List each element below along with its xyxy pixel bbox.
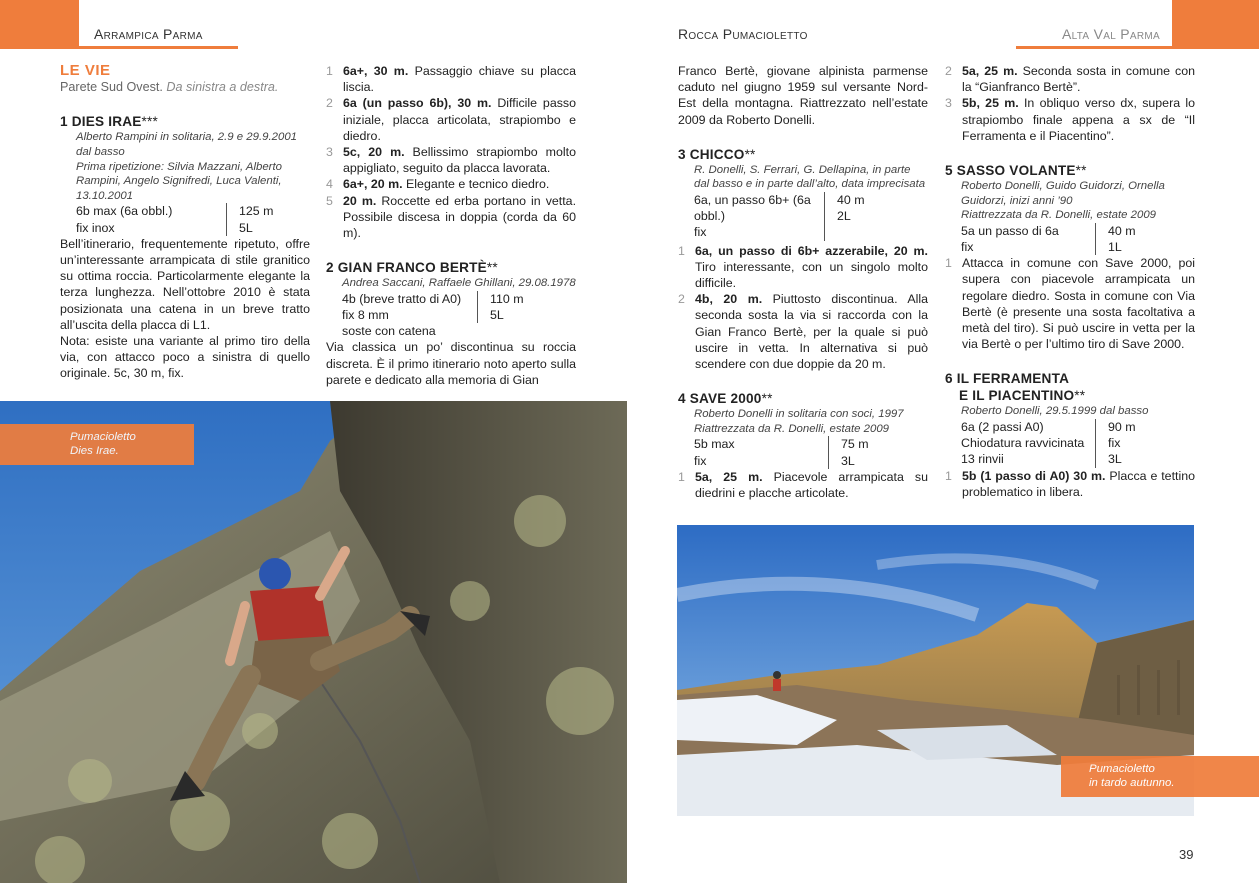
header-rule-right xyxy=(1016,46,1172,49)
grade-cell: fix inox xyxy=(76,220,115,235)
pitch-number: 3 xyxy=(326,145,333,160)
pitch-text xyxy=(695,469,928,501)
route-1-description: Bell’itinerario, frequentemente ripetuto, offre un’interessante arrampicata di stile granitico su ottima roccia. Particolarmente elegante la terza lunghezza. Nell’ottobre 2010 è stata posizionata una catena in un breve tratto all’uscita della placca di L1. xyxy=(60,236,310,332)
pitch-text xyxy=(343,176,576,192)
pitch-item xyxy=(945,255,1195,352)
route-6-title-line2: E IL PIACENTINO xyxy=(959,388,1075,404)
pitch-grade: 4b, 20 m. xyxy=(695,292,763,307)
climber-photo-illustration xyxy=(0,401,627,883)
pitch-desc: Tiro interessante, con un singolo molto difficile. xyxy=(695,259,928,291)
route-2-grade-table xyxy=(326,291,576,340)
right-page xyxy=(630,0,1259,883)
grade-cell: 40 m xyxy=(837,193,865,207)
grade-cell: 6b max (6a obbl.) xyxy=(76,204,173,219)
route-title xyxy=(678,390,928,407)
route-1-first-repeat: Prima ripetizione: Silvia Mazzani, Alberto Rampini, Angelo Signifredi, Luca Valenti, 13.10.2001 xyxy=(76,160,282,202)
grade-cell: 1L xyxy=(1108,240,1122,254)
route-3-stars: ** xyxy=(744,146,756,162)
left-column-1 xyxy=(60,63,310,382)
route-4-pitches xyxy=(678,469,928,501)
route-4-pitches-continued xyxy=(945,63,1195,144)
pitch-text xyxy=(962,63,1195,95)
pitch-item xyxy=(678,243,928,292)
grade-cell: 125 m xyxy=(239,204,274,219)
route-1-grade-table xyxy=(60,203,310,235)
route-title xyxy=(326,259,576,276)
pitch-desc: Placca e tettino problematico in libera. xyxy=(962,468,1195,499)
grade-cell: fix 8 mm xyxy=(342,308,389,323)
grade-cell: fix xyxy=(1108,436,1121,451)
pitch-number: 4 xyxy=(326,177,333,192)
pitch-grade: 6a, un passo di 6b+ azzerabile, 20 m. xyxy=(695,243,928,258)
route-title xyxy=(945,370,1195,404)
grade-cell: 3L xyxy=(841,453,855,468)
grade-cell: fix xyxy=(694,225,707,240)
pitch-desc: Passaggio chiave su placca liscia. xyxy=(343,64,576,95)
pitch-item xyxy=(326,193,576,242)
route-title xyxy=(60,113,310,130)
pitch-grade: 5b, 25 m. xyxy=(962,96,1019,111)
route-2-description: Via classica un po’ discontinua su roccia discreta. È il primo itinerario noto aperto sulla parete e dedicato alla memoria di Gian xyxy=(326,340,576,387)
running-header-left: Arrampica Parma xyxy=(94,26,203,42)
left-column-2 xyxy=(326,63,576,388)
pitch-item xyxy=(945,468,1195,500)
route-title xyxy=(678,146,928,163)
pitch-item xyxy=(326,63,576,95)
pitch-desc: Piacevole arrampicata su diedrini e placche articolate. xyxy=(695,469,928,501)
grade-cell: 3L xyxy=(1108,452,1122,467)
route-2-first-ascent: Andrea Saccani, Raffaele Ghillani, 29.08.1978 xyxy=(342,277,576,290)
grade-cell xyxy=(825,192,928,224)
route-6-first-ascent: Roberto Donelli, 29.5.1999 dal basso xyxy=(961,405,1149,418)
right-column-1 xyxy=(678,63,928,501)
pitch-desc: Elegante e tecnico diedro. xyxy=(402,177,550,192)
pitch-grade: 5b (1 passo di A0) 30 m. xyxy=(962,468,1106,483)
route-3-first-ascent: R. Donelli, S. Ferrari, G. Dellapina, in parte dal basso e in parte dall’alto, data imprecisata xyxy=(694,163,926,191)
right-column-2 xyxy=(945,63,1195,500)
pitch-grade: 6a (un passo 6b), 30 m. xyxy=(343,96,492,111)
pitch-desc: Piuttosto discontinua. Alla seconda sosta la via si raccorda con la Gian Franco Bertè, per la quale si può uscire in vetta. In alternativa si può scendere con due doppie da 20 m. xyxy=(695,292,928,372)
pitch-desc: Seconda sosta in comune con la “Gianfranco Bertè”. xyxy=(962,64,1195,95)
grade-cell: fix xyxy=(694,453,707,468)
pitch-grade: 20 m. xyxy=(343,193,377,208)
pitch-number: 1 xyxy=(326,64,333,78)
pitch-text xyxy=(695,291,928,372)
route-1-pitches xyxy=(326,63,576,241)
pitch-desc: Difficile passo iniziale, placca articolata, strapiombo e diedro. xyxy=(343,96,576,143)
caption-line: Pumacioletto xyxy=(70,431,136,443)
pitch-text xyxy=(343,193,576,242)
route-1-stars: *** xyxy=(141,114,159,130)
caption-line: Pumacioletto xyxy=(1089,763,1155,775)
photo-caption-right xyxy=(1061,756,1259,797)
grade-cell: soste con catena xyxy=(342,324,436,339)
photo-caption-left xyxy=(0,424,194,465)
pitch-desc: Roccette ed erba portano in vetta. Possibile discesa in doppia (corda da 60 m). xyxy=(343,193,577,241)
pitch-desc: Attacca in comune con Save 2000, poi supera con piacevole arrampicata un regolare diedro. Sosta in comune con Via Bertè (è presente una sosta facoltativa a metà del tiro). Si può uscire in vetta per la via Bertè o per l’ultimo tiro di Save 2000. xyxy=(962,256,1195,352)
pitch-text xyxy=(695,243,928,292)
pitch-grade: 5a, 25 m. xyxy=(962,64,1018,78)
pitch-grade: 6a+, 30 m. xyxy=(343,64,409,78)
pitch-item xyxy=(678,469,928,501)
grade-cell: 13 rinvii xyxy=(961,452,1004,467)
route-2-title: 2 GIAN FRANCO BERTÈ xyxy=(326,260,487,276)
pitch-number: 3 xyxy=(945,96,952,111)
route-2-stars: ** xyxy=(486,260,498,276)
route-1-title: 1 DIES IRAE xyxy=(60,114,142,130)
route-title xyxy=(945,162,1195,179)
pitch-number: 2 xyxy=(678,292,685,307)
pitch-text xyxy=(343,63,576,95)
route-6-stars: ** xyxy=(1074,388,1086,404)
route-3-grade-table xyxy=(678,192,928,241)
caption-line: in tardo autunno. xyxy=(1089,776,1175,789)
pitch-number: 5 xyxy=(326,193,333,208)
route-4-stars: ** xyxy=(761,391,773,407)
route-6-title-line1: 6 IL FERRAMENTA xyxy=(945,371,1070,387)
section-sub-italic: Da sinistra a destra. xyxy=(166,80,279,95)
section-subtitle xyxy=(60,79,310,95)
grade-cell: 5L xyxy=(490,308,504,323)
grade-cell: fix xyxy=(961,240,974,254)
grade-cell: 90 m xyxy=(1108,420,1136,435)
page-number: 39 xyxy=(1179,847,1194,862)
caption-line: Dies Irae. xyxy=(70,444,119,457)
pitch-number: 2 xyxy=(945,64,952,78)
running-header-right: Alta Val Parma xyxy=(1062,26,1160,42)
route-5-stars: ** xyxy=(1075,163,1087,179)
pitch-number: 1 xyxy=(945,468,952,483)
grade-cell: 110 m xyxy=(490,291,524,306)
pitch-item xyxy=(326,144,576,176)
pitch-grade: 5a, 25 m. xyxy=(695,469,763,484)
route-5-reequipped: Riattrezzata da R. Donelli, estate 2009 xyxy=(961,209,1157,222)
grade-cell: Chiodatura ravvicinata xyxy=(961,436,1085,451)
pitch-item xyxy=(945,95,1195,144)
route-1-first-ascent: Alberto Rampini in solitaria, 2.9 e 29.9.2001 dal basso xyxy=(76,131,297,158)
route-4-reequipped: Riattrezzata da R. Donelli, estate 2009 xyxy=(694,422,890,435)
route-5-title: 5 SASSO VOLANTE xyxy=(945,163,1076,179)
header-tab-right xyxy=(1172,0,1259,49)
grade-cell: 6a (2 passi A0) xyxy=(961,420,1044,435)
grade-cell: 5L xyxy=(239,220,253,235)
route-1-note: Nota: esiste una variante al primo tiro della via, con attacco poco a sinistra di quello originale. 5c, 30 m, fix. xyxy=(60,334,310,381)
route-5-pitches xyxy=(945,255,1195,352)
grade-cell: 5a un passo di 6a xyxy=(961,223,1059,238)
route-6-grade-table xyxy=(945,419,1195,468)
route-4-first-ascent: Roberto Donelli in solitaria con soci, 1997 xyxy=(694,408,904,421)
pitch-item xyxy=(945,63,1195,95)
pitch-number: 1 xyxy=(945,256,952,271)
pitch-text xyxy=(343,144,576,176)
pitch-text xyxy=(962,255,1195,352)
grade-cell: 2L xyxy=(837,209,851,224)
route-4-grade-table xyxy=(678,436,928,468)
climber-photo xyxy=(0,401,627,883)
header-tab-left xyxy=(0,0,79,49)
grade-cell: 5b max xyxy=(694,437,735,452)
pitch-text xyxy=(343,95,576,144)
pitch-desc: Bellissimo strapiombo molto appigliato, seguito da placca lavorata. xyxy=(343,145,576,176)
grade-cell: 75 m xyxy=(841,437,869,452)
grade-cell: 40 m xyxy=(1108,223,1136,238)
pitch-number: 2 xyxy=(326,96,333,111)
route-6-pitches xyxy=(945,468,1195,500)
pitch-grade: 6a+, 20 m. xyxy=(343,177,403,192)
pitch-item xyxy=(678,291,928,372)
header-rule-left xyxy=(79,46,238,49)
pitch-text xyxy=(962,95,1195,144)
pitch-number: 1 xyxy=(678,469,685,484)
route-5-first-ascent: Roberto Donelli, Guido Guidorzi, Ornella Guidorzi, inizi anni ’90 xyxy=(961,180,1165,207)
section-title: LE VIE xyxy=(60,62,111,79)
running-header-right-left: Rocca Pumacioletto xyxy=(678,26,808,42)
section-sub-text: Parete Sud Ovest. xyxy=(60,80,163,95)
route-5-grade-table xyxy=(945,223,1195,255)
route-3-title: 3 CHICCO xyxy=(678,146,745,162)
pitch-number: 1 xyxy=(678,243,685,258)
route-3-pitches xyxy=(678,243,928,373)
pitch-desc: In obliquo verso dx, supera lo strapiombo finale appena a sx de “Il Ferramenta e il Piacentino”. xyxy=(962,96,1196,143)
grade-cell: 6a, un passo 6b+ (6a obbl.) xyxy=(694,193,811,224)
grade-cell: 4b (breve tratto di A0) xyxy=(342,291,462,306)
route-4-title: 4 SAVE 2000 xyxy=(678,391,762,407)
pitch-item xyxy=(326,176,576,192)
pitch-item xyxy=(326,95,576,144)
pitch-grade: 5c, 20 m. xyxy=(343,145,405,160)
pitch-text xyxy=(962,468,1195,500)
route-2-continued: Franco Bertè, giovane alpinista parmense caduto nel giugno 1959 sul versante Nord-Est della montagna. Riattrezzato nell’estate 2009 da Roberto Donelli. xyxy=(678,64,928,127)
